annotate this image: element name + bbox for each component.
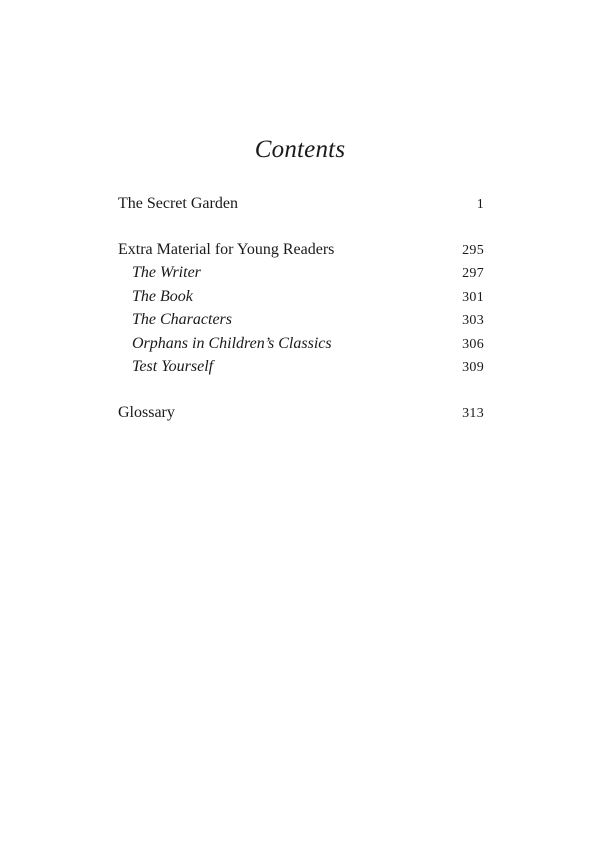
page-title: Contents: [254, 136, 346, 163]
toc-entry-label: Extra Material for Young Readers: [118, 240, 335, 258]
toc-entry-page: 309: [462, 359, 484, 375]
toc-entry-label: The Book: [132, 287, 193, 305]
toc-entry-label: The Writer: [132, 264, 201, 282]
toc-entry-glossary[interactable]: [118, 401, 484, 424]
toc-entry-page: 295: [462, 242, 484, 258]
toc-entry-label: The Secret Garden: [118, 195, 238, 212]
toc-subentry-writer[interactable]: [118, 261, 484, 284]
toc-subentry-orphans[interactable]: [118, 332, 484, 355]
toc-entry-label: Orphans in Children’s Classics: [132, 334, 332, 352]
toc-entry-page: 303: [462, 313, 484, 329]
toc-entry-label: Glossary: [118, 403, 175, 421]
toc-entry-page: 1: [476, 197, 484, 212]
toc-subentry-characters[interactable]: [118, 308, 484, 331]
toc-entry-secret-garden[interactable]: [118, 192, 484, 215]
toc-subentry-book[interactable]: [118, 285, 484, 308]
toc-entry-label: Test Yourself: [132, 357, 214, 375]
section-gap: [118, 378, 484, 401]
toc-entry-page: 301: [462, 289, 484, 305]
toc-entry-page: 297: [462, 266, 484, 282]
table-of-contents: [118, 192, 484, 424]
toc-entry-label: The Characters: [132, 311, 232, 329]
toc-entry-extra-material[interactable]: [118, 238, 484, 261]
section-gap: [118, 215, 484, 238]
toc-subentry-test-yourself[interactable]: [118, 355, 484, 378]
toc-entry-page: 313: [462, 405, 484, 421]
toc-entry-page: 306: [462, 336, 484, 352]
